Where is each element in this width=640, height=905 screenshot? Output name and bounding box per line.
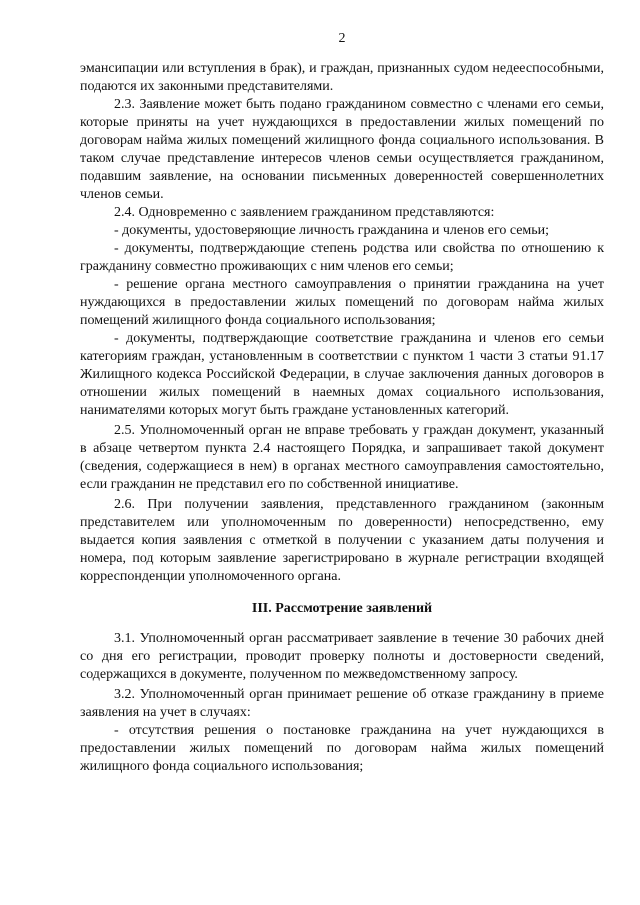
paragraph-2-5: 2.5. Уполномоченный орган не вправе требовать у граждан документ, указанный в абзаце четвертом пункта 2.4 настоящего Порядка, и запрашивает такой документ (сведения, содержащиеся в нем) в органах местного самоуправления самостоятельно, если гражданин не представил его по собственной инициативе. (80, 423, 604, 492)
paragraph-continuation: эмансипации или вступления в брак), и граждан, признанных судом недееспособными, подаются их законными представителями. (80, 61, 604, 94)
paragraph-2-6: 2.6. При получении заявления, представленного гражданином (законным представителем или уполномоченным по доверенности) непосредственно, ему выдается копия заявления с отметкой в получении с указанием даты получения и номера, под которым заявление зарегистрировано в журнале регистрации входящей корреспонденции уполномоченного органа. (80, 497, 604, 584)
list-item-identity-docs: - документы, удостоверяющие личность гражданина и членов его семьи; (114, 223, 550, 238)
paragraph-3-2: 3.2. Уполномоченный орган принимает решение об отказе гражданину в приеме заявления на учет в случаях: (80, 687, 604, 720)
section-iii-body (80, 630, 604, 776)
page-number: 2 (338, 31, 346, 46)
section-ii-body (80, 60, 604, 586)
paragraph-2-4: 2.4. Одновременно с заявлением гражданином представляются: (114, 205, 495, 220)
section-heading: III. Рассмотрение заявлений (251, 601, 433, 616)
list-item-kinship-docs: - документы, подтверждающие степень родства или свойства по отношению к гражданину совместно проживающих с ним членов его семьи; (80, 241, 604, 274)
paragraph-3-1: 3.1. Уполномоченный орган рассматривает заявление в течение 30 рабочих дней со дня его регистрации, проводит проверку полноты и достоверности сведений, содержащихся в документе, полученном по межведомственному запросу. (80, 631, 604, 682)
list-item-category-docs: - документы, подтверждающие соответствие гражданина и членов его семьи категориям граждан, установленным в соответствии с пунктом 1 части 3 статьи 91.17 Жилищного кодекса Российской Федерации, в случае заключения данных договоров в отношении жилых помещений в наемных домах социального использования, нанимателями которых могут быть граждане установленных категорий. (80, 331, 604, 418)
list-item-no-decision: - отсутствия решения о постановке гражданина на учет нуждающихся в предоставлении жилых помещений по договорам найма жилых помещений жилищного фонда социального использования; (80, 723, 604, 774)
list-item-registration-decision: - решение органа местного самоуправления о принятии гражданина на учет нуждающихся в предоставлении жилых помещений по договорам найма жилых помещений жилищного фонда социального использования; (80, 277, 604, 328)
paragraph-2-3: 2.3. Заявление может быть подано гражданином совместно с членами его семьи, которые приняты на учет нуждающихся в предоставлении жилых помещений по договорам найма жилых помещений жилищного фонда социального использования. В таком случае представление интересов членов семьи осуществляется гражданином, подавшим заявление, на основании письменных доверенностей совершеннолетних членов семьи. (80, 97, 604, 202)
